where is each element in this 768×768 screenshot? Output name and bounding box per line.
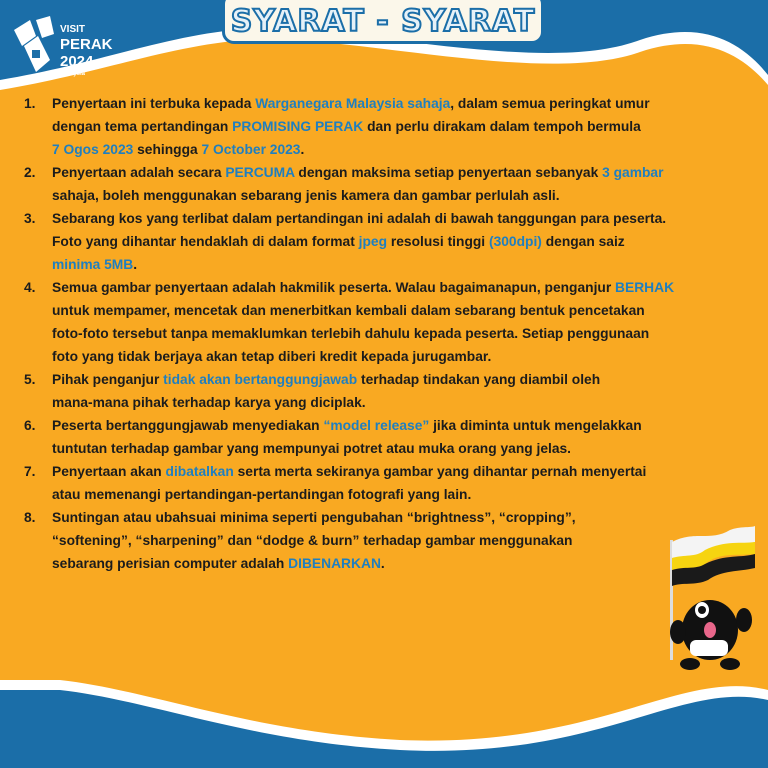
term-text: serta merta sekiranya gambar yang dihantar pernah menyertai <box>233 464 647 479</box>
term-text: tuntutan terhadap gambar yang mempunyai potret atau muka orang yang jelas. <box>52 441 572 456</box>
term-text: . <box>300 142 305 157</box>
term-text: terhadap tindakan yang diambil oleh <box>357 372 601 387</box>
term-number: 1. <box>24 96 36 111</box>
term-number: 4. <box>24 280 36 295</box>
term-line <box>52 161 674 184</box>
highlighted-text: PERCUMA <box>225 165 295 180</box>
term-line <box>52 506 674 529</box>
logo-mark-icon <box>10 16 58 76</box>
term-text: “softening”, “sharpening” dan “dodge & burn” terhadap gambar menggunakan <box>52 533 573 548</box>
term-number: 5. <box>24 372 36 387</box>
term-number: 8. <box>24 510 36 525</box>
term-text: Penyertaan adalah secara <box>52 165 226 180</box>
term-item <box>0 368 674 414</box>
logo-line-year: 2024 <box>60 53 94 70</box>
term-text: Penyertaan ini terbuka kepada <box>52 96 256 111</box>
term-text: . <box>133 257 138 272</box>
term-number: 7. <box>24 464 36 479</box>
term-text: Foto yang dihantar hendaklah di dalam format <box>52 234 359 249</box>
highlighted-text: PROMISING PERAK <box>232 119 364 134</box>
highlighted-text: dibatalkan <box>165 464 234 479</box>
term-line <box>52 92 674 115</box>
term-line <box>52 138 674 161</box>
term-item <box>0 460 674 506</box>
highlighted-text: minima 5MB <box>52 257 134 272</box>
term-item <box>0 276 674 368</box>
term-line <box>52 207 674 230</box>
term-line <box>52 253 674 276</box>
term-line <box>52 552 674 575</box>
term-text: sahaja, boleh menggunakan sebarang jenis kamera dan gambar perlulah asli. <box>52 188 560 203</box>
term-text: sebarang perisian computer adalah <box>52 556 289 571</box>
term-line <box>52 391 674 414</box>
visit-perak-2024-logo <box>10 10 130 82</box>
highlighted-text: BERHAK <box>615 280 675 295</box>
term-text: , dalam semua peringkat umur <box>450 96 650 111</box>
term-text: atau memenangi pertandingan-pertandingan fotografi yang lain. <box>52 487 472 502</box>
term-line <box>52 368 674 391</box>
term-text: Pihak penganjur <box>52 372 164 387</box>
term-item <box>0 92 674 161</box>
highlighted-text: DIBENARKAN <box>288 556 381 571</box>
highlighted-text: 7 October 2023 <box>201 142 301 157</box>
term-item <box>0 161 674 207</box>
term-item <box>0 207 674 276</box>
highlighted-text: “model release” <box>323 418 430 433</box>
term-text: mana-mana pihak terhadap karya yang diciplak. <box>52 395 366 410</box>
term-text: foto yang tidak berjaya akan tetap diberi kredit kepada jurugambar. <box>52 349 492 364</box>
term-text: dengan tema pertandingan <box>52 119 233 134</box>
term-line <box>52 184 674 207</box>
term-line <box>52 460 674 483</box>
term-line <box>52 230 674 253</box>
page-title: SYARAT - SYARAT <box>230 3 536 39</box>
term-text: foto-foto tersebut tanpa memaklumkan terlebih dahulu kepada peserta. Setiap penggunaan <box>52 326 650 341</box>
term-number: 2. <box>24 165 36 180</box>
highlighted-text: tidak akan bertanggungjawab <box>163 372 358 387</box>
term-text: dengan maksima setiap penyertaan sebanyak <box>294 165 603 180</box>
term-line <box>52 483 674 506</box>
term-number: 6. <box>24 418 36 433</box>
term-line <box>52 529 674 552</box>
term-text: Semua gambar penyertaan adalah hakmilik peserta. Walau bagaimanapun, penganjur <box>52 280 616 295</box>
title-banner <box>222 0 544 44</box>
term-text: resolusi tinggi <box>387 234 489 249</box>
term-line <box>52 115 674 138</box>
term-line <box>52 345 674 368</box>
term-text: . <box>380 556 385 571</box>
term-text: sehingga <box>133 142 202 157</box>
term-text: jika diminta untuk mengelakkan <box>429 418 642 433</box>
term-item <box>0 506 674 575</box>
term-text: Suntingan atau ubahsuai minima seperti pengubahan “brightness”, “cropping”, <box>52 510 576 525</box>
highlighted-text: (300dpi) <box>488 234 542 249</box>
term-line <box>52 322 674 345</box>
highlighted-text: 7 Ogos 2023 <box>52 142 134 157</box>
term-number: 3. <box>24 211 36 226</box>
tapir-mascot-with-flag <box>650 520 760 670</box>
logo-line-malaysia: Malaysia <box>60 71 86 77</box>
term-line <box>52 437 674 460</box>
term-line <box>52 276 674 299</box>
term-line <box>52 299 674 322</box>
term-text: untuk mempamer, mencetak dan menerbitkan kembali dalam sebarang bentuk pencetakan <box>52 303 645 318</box>
term-text: Penyertaan akan <box>52 464 166 479</box>
logo-line-perak: PERAK <box>60 36 113 53</box>
term-item <box>0 414 674 460</box>
term-text: Peserta bertanggungjawab menyediakan <box>52 418 324 433</box>
term-text: dengan saiz <box>541 234 625 249</box>
highlighted-text: jpeg <box>358 234 388 249</box>
highlighted-text: Warganegara Malaysia sahaja <box>255 96 451 111</box>
terms-list <box>0 92 674 575</box>
term-text: dan perlu dirakam dalam tempoh bermula <box>363 119 641 134</box>
highlighted-text: 3 gambar <box>602 165 664 180</box>
logo-line-visit: VISIT <box>60 24 86 35</box>
term-text: Sebarang kos yang terlibat dalam pertandingan ini adalah di bawah tanggungan para peserta. <box>52 211 667 226</box>
term-line <box>52 414 674 437</box>
